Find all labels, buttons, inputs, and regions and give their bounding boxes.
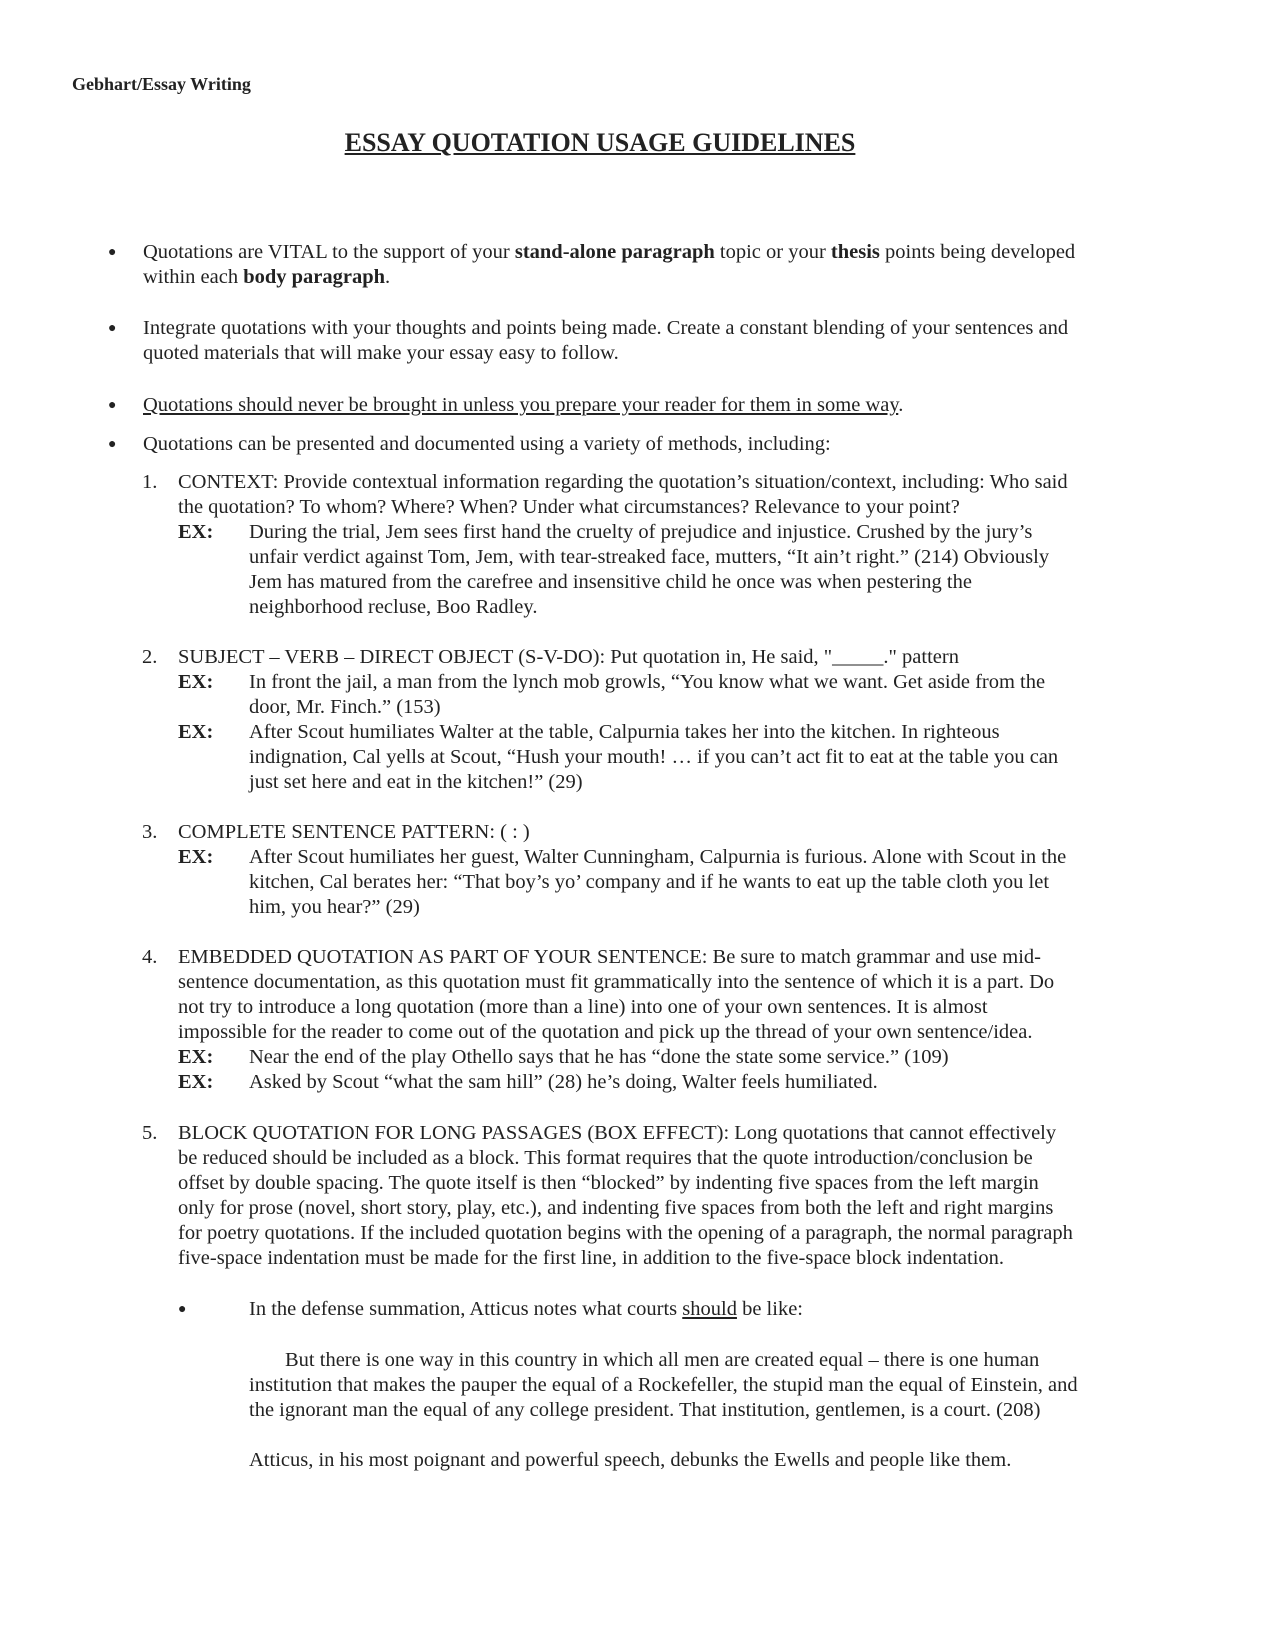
example: EX: After Scout humiliates her guest, Walter Cunningham, Calpurnia is furious. Alone with Scout in the kitchen, Cal berates her: “That boy’s yo’ company and if he wants to eat up the table cloth you let him, you hear?” (29) bbox=[178, 846, 1067, 918]
document-title: ESSAY QUOTATION USAGE GUIDELINES bbox=[344, 128, 856, 157]
method-3: 3. COMPLETE SENTENCE PATTERN: ( : ) EX: After Scout humiliates her guest, Walter Cunningham, Calpurnia is furious. Alone with Scout in the kitchen, Cal berates her: “That boy’s yo’ company and if he wants to eat up the table cloth you let him, you hear?” (29) bbox=[178, 820, 1143, 920]
example: EX: Near the end of the play Othello says that he has “done the state some service.” (109) bbox=[178, 1046, 949, 1068]
guideline-bullet-3: ● Quotations should never be brought in unless you prepare your reader for them in some way. bbox=[108, 394, 904, 416]
document-header: Gebhart/Essay Writing bbox=[72, 74, 251, 94]
bullet-icon: ● bbox=[108, 245, 117, 260]
method-2: 2. SUBJECT – VERB – DIRECT OBJECT (S-V-DO): Put quotation in, He said, "_____." pattern EX: In front the jail, a man from the lynch mob growls, “You know what we want. Get aside from the door, Mr. Finch.” (153) EX: After Scout humiliates Walter at the table, Calpurnia takes her into the kitchen. In righteous indignation, Cal yells at Scout, “Hush your mouth! … if you can’t act fit to eat at the table you can just set here and eat in the kitchen!” (29) bbox=[178, 645, 1143, 795]
bullet-icon: ● bbox=[108, 321, 117, 336]
block-quote-example: ● In the defense summation, Atticus notes what courts should be like: bbox=[178, 1298, 803, 1320]
guideline-bullet-2: ● Integrate quotations with your thoughts and points being made. Create a constant blending of your sentences and quoted materials that will make your essay easy to follow. bbox=[108, 317, 1069, 364]
method-4: 4. EMBEDDED QUOTATION AS PART OF YOUR SENTENCE: Be sure to match grammar and use mid- sentence documentation, as this quotation must fit grammatically into the sentence of which it is a part. Do not try to introduce a long quotation (more than a line) into one of your own sentences. It is almost impossible for the reader to come out of the quotation and pick up the thread of your own sentence/idea. EX: Near the end of the play Othello says that he has “done the state some service.” (109) EX: Asked by Scout “what the sam hill” (28) he’s doing, Walter feels humiliated. bbox=[178, 945, 1143, 1095]
example: EX: Asked by Scout “what the sam hill” (28) he’s doing, Walter feels humiliated. bbox=[178, 1071, 878, 1093]
bold-term-body-paragraph: body paragraph bbox=[243, 266, 386, 288]
bullet-icon: ● bbox=[108, 437, 117, 452]
guideline-bullet-4: ● Quotations can be presented and documented using a variety of methods, including: bbox=[108, 433, 831, 455]
bold-term-stand-alone: stand-alone paragraph bbox=[514, 241, 715, 263]
bullet-icon: ● bbox=[178, 1302, 187, 1317]
block-quotation: But there is one way in this country in which all men are created equal – there is one human institution that makes the pauper the equal of a Rockefeller, the stupid man the equal of Einstein, and the ignorant man the equal of any college president. That institution, gentlemen, is a court. (208) bbox=[249, 1349, 1078, 1421]
method-1: 1. CONTEXT: Provide contextual information regarding the quotation’s situation/context, including: Who said the quotation? To whom? Where? When? Under what circumstances? Relevance to your point? EX: During the trial, Jem sees first hand the cruelty of prejudice and injustice. Crushed by the jury’s unfair verdict against Tom, Jem, with tear-streaked face, mutters, “It ain’t right.” (214) Obviously Jem has matured from the carefree and insensitive child he once was when pestering the neighborhood recluse, Boo Radley. bbox=[178, 470, 1143, 620]
bullet-icon: ● bbox=[108, 398, 117, 413]
example: EX: During the trial, Jem sees first hand the cruelty of prejudice and injustice. Crushed by the jury’s unfair verdict against Tom, Jem, with tear-streaked face, mutters, “It ain’t right.” (214) Obviously Jem has matured from the carefree and insensitive child he once was when pestering the neighborhood recluse, Boo Radley. bbox=[178, 521, 1050, 618]
guideline-bullet-1: ● Quotations are VITAL to the support of your stand-alone paragraph topic or your thesis points being developed within each body paragraph. bbox=[108, 241, 1076, 288]
bold-term-thesis: thesis bbox=[830, 241, 880, 263]
closing-sentence: Atticus, in his most poignant and powerful speech, debunks the Ewells and people like them. bbox=[249, 1449, 1012, 1471]
method-5: 5. BLOCK QUOTATION FOR LONG PASSAGES (BOX EFFECT): Long quotations that cannot effectively be reduced should be included as a block. This format requires that the quote introduction/conclusion be offset by double spacing. The quote itself is then “blocked” by indenting five spaces from the left margin only for prose (novel, short story, play, etc.), and indenting five spaces from both the left and right margins for poetry quotations. If the included quotation begins with the opening of a paragraph, the normal paragraph five-space indentation must be made for the first line, in addition to the five-space block indentation. bbox=[142, 1122, 1073, 1269]
example: EX: In front the jail, a man from the lynch mob growls, “You know what we want. Get aside from the door, Mr. Finch.” (153) bbox=[178, 671, 1046, 718]
example: EX: After Scout humiliates Walter at the table, Calpurnia takes her into the kitchen. In righteous indignation, Cal yells at Scout, “Hush your mouth! … if you can’t act fit to eat at the table you can just set here and eat in the kitchen!” (29) bbox=[178, 721, 1059, 793]
